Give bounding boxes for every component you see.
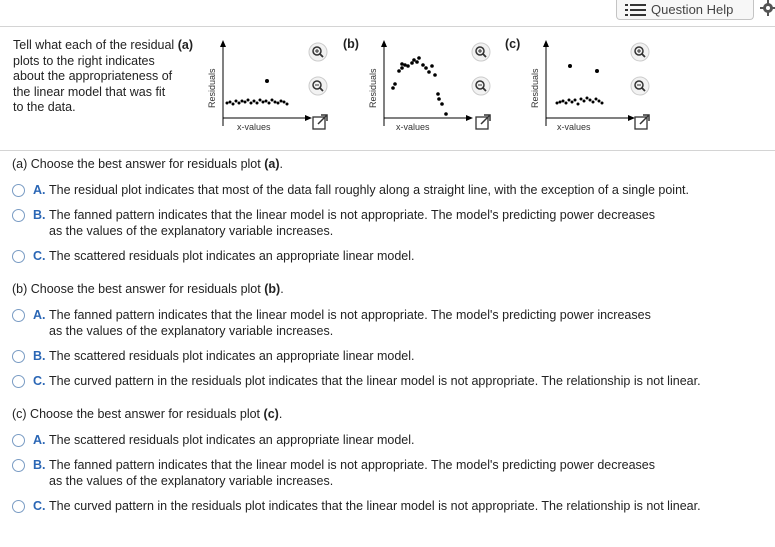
option-text-line2: as the values of the explanatory variable increases. [49,473,334,488]
plot-a-xlabel: x-values [237,122,271,132]
question-a-option-b[interactable] [12,208,762,239]
plot-a-graph [207,38,317,134]
option-text: The fanned pattern indicates that the linear model is not appropriate. The model's predicting power decreases [49,458,655,472]
option-text: The fanned pattern indicates that the linear model is not appropriate. The model's predicting power increases [49,308,651,322]
option-text: The scattered residuals plot indicates an appropriate linear model. [49,349,415,363]
question-a-prompt [12,157,283,171]
question-c-prompt-bold: (c) [263,407,279,421]
list-icon [625,3,647,17]
question-c-prompt-text: (c) Choose the best answer for residuals plot [12,407,261,421]
plot-b-graph [368,38,478,134]
question-c-option-a[interactable] [12,433,762,449]
option-text: The residual plot indicates that most of the data fall roughly along a straight line, with the exception of a single point. [49,183,689,197]
question-c-prompt [12,407,282,421]
radio-button[interactable] [12,434,25,447]
radio-button[interactable] [12,459,25,472]
option-text-line2: as the values of the explanatory variable increases. [49,323,334,338]
plot-c-graph [530,38,640,134]
plot-c-popout-icon[interactable] [632,112,652,132]
question-b-prompt-end: . [280,282,284,296]
option-text-line2: as the values of the explanatory variable increases. [49,223,334,238]
intro-line5: to the data. [13,100,76,114]
residual-plot-b [368,38,478,134]
option-text: The scattered residuals plot indicates an appropriate linear model. [49,433,415,447]
question-help-button[interactable] [616,0,754,20]
intro-line2: plots to the right indicates [13,53,155,68]
plot-a-popout-icon[interactable] [310,112,330,132]
question-a-prompt-bold: (a) [264,157,280,171]
option-letter: B. [33,458,46,472]
plot-c-ylabel: Residuals [530,68,540,108]
question-c-option-c[interactable] [12,499,762,515]
plot-b-ylabel: Residuals [368,68,378,108]
radio-button[interactable] [12,184,25,197]
intro-line3: about the appropriateness of [13,69,173,83]
residual-plot-c [530,38,640,134]
plot-b-popout-icon[interactable] [473,112,493,132]
option-letter: C. [33,499,46,513]
residual-plot-a [207,38,317,134]
radio-button[interactable] [12,350,25,363]
radio-button[interactable] [12,250,25,263]
question-a-option-c[interactable] [12,249,762,265]
intro-line1: Tell what each of the residual [13,38,175,52]
plot-b-xlabel: x-values [396,122,430,132]
option-letter: A. [33,308,46,322]
radio-button[interactable] [12,309,25,322]
option-text: The curved pattern in the residuals plot indicates that the linear model is not appropriate. The relationship is not linear. [49,374,701,388]
gear-icon[interactable] [760,0,775,16]
question-c-prompt-end: . [278,407,283,421]
plot-a-ylabel: Residuals [207,68,217,108]
plot-a-zoom-out-icon[interactable] [308,76,328,96]
plot-c-xlabel: x-values [557,122,591,132]
option-letter: A. [33,433,46,447]
plot-c-label: (c) [505,37,521,51]
radio-button[interactable] [12,500,25,513]
option-letter: B. [33,208,46,222]
option-letter: B. [33,349,46,363]
question-b-option-a[interactable] [12,308,762,339]
question-b-option-b[interactable] [12,349,762,365]
plot-b-zoom-in-icon[interactable] [471,42,491,62]
question-a-option-a[interactable] [12,183,762,199]
top-bar [0,0,775,27]
radio-button[interactable] [12,209,25,222]
plot-a-zoom-in-icon[interactable] [308,42,328,62]
option-letter: A. [33,183,46,197]
plot-c-zoom-out-icon[interactable] [630,76,650,96]
question-b-prompt [12,282,284,296]
plot-b-label: (b) [343,37,359,51]
option-text: The curved pattern in the residuals plot indicates that the linear model is not appropriate. The relationship is not linear. [49,499,701,513]
intro-part-a: (a) [177,38,193,52]
question-a-prompt-text: (a) Choose the best answer for residuals plot [12,157,261,171]
radio-button[interactable] [12,375,25,388]
question-c-option-b[interactable] [12,458,762,489]
instructions [13,38,209,116]
question-b-option-c[interactable] [12,374,762,390]
question-b-prompt-bold: (b) [264,282,281,296]
question-a-prompt-end: . [279,157,283,171]
option-letter: C. [33,249,46,263]
plot-b-zoom-out-icon[interactable] [471,76,491,96]
plot-c-zoom-in-icon[interactable] [630,42,650,62]
option-letter: C. [33,374,46,388]
question-b-prompt-text: (b) Choose the best answer for residuals plot [12,282,261,296]
section-divider [0,150,775,151]
option-text: The fanned pattern indicates that the linear model is not appropriate. The model's predicting power decreases [49,208,655,222]
option-text: The scattered residuals plot indicates an appropriate linear model. [49,249,415,263]
question-help-label: Question Help [651,2,734,17]
intro-line4: the linear model that was fit [13,84,166,99]
